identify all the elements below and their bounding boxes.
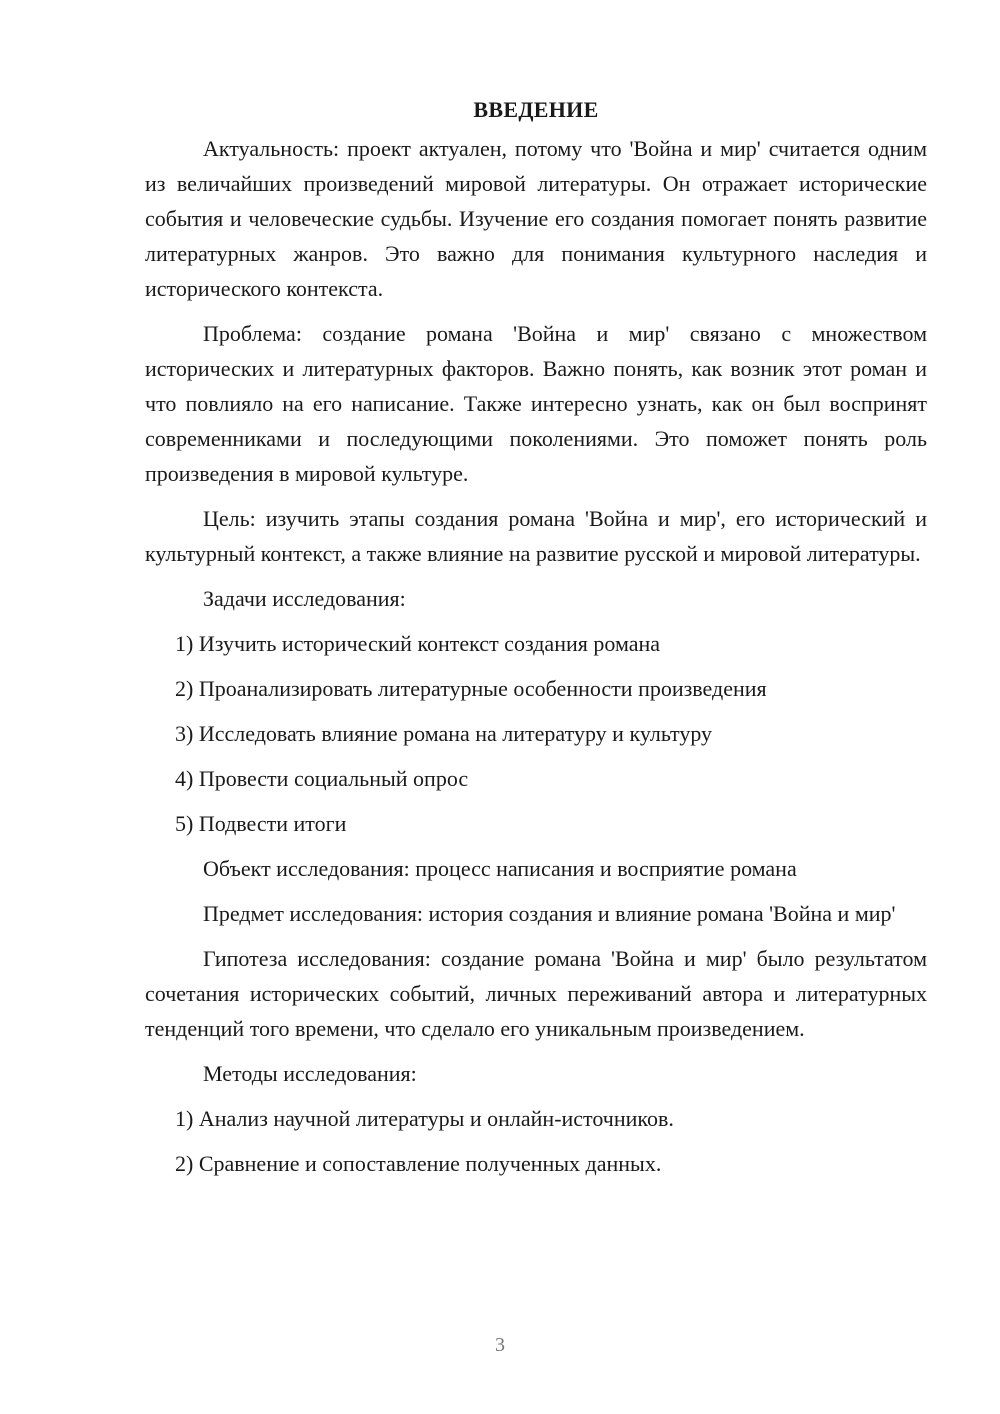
page-number: 3	[495, 1334, 505, 1356]
methods-list	[145, 1101, 927, 1181]
list-item: 5) Подвести итоги	[175, 811, 347, 836]
hypothesis-paragraph: Гипотеза исследования: создание романа 'Война и мир' было результатом сочетания исторических событий, личных переживаний автора и литературных тенденций того времени, что сделало его уникальным произведением.	[145, 946, 927, 1041]
tasks-list	[145, 626, 927, 841]
list-item: 3) Исследовать влияние романа на литературу и культуру	[175, 721, 713, 746]
list-item: 1) Изучить исторический контекст создания романа	[175, 631, 661, 656]
list-item: 4) Провести социальный опрос	[175, 766, 469, 791]
list-item: 1) Анализ научной литературы и онлайн-источников.	[175, 1106, 674, 1131]
goal-paragraph: Цель: изучить этапы создания романа 'Война и мир', его исторический и культурный контекст, а также влияние на развитие русской и мировой литературы.	[145, 506, 927, 566]
page-content	[145, 95, 927, 1191]
list-item: 2) Сравнение и сопоставление полученных данных.	[175, 1151, 662, 1176]
problem-paragraph: Проблема: создание романа 'Война и мир' связано с множеством исторических и литературных факторов. Важно понять, как возник этот роман и что повлияло на его написание. Также интересно узнать, как он был воспринят современниками и последующими поколениями. Это поможет понять роль произведения в мировой культуре.	[145, 321, 927, 486]
list-item: 2) Проанализировать литературные особенности произведения	[175, 676, 767, 701]
tasks-heading: Задачи исследования:	[203, 586, 406, 611]
methods-heading: Методы исследования:	[203, 1061, 417, 1086]
subject-paragraph: Предмет исследования: история создания и влияние романа 'Война и мир'	[203, 901, 896, 926]
object-paragraph: Объект исследования: процесс написания и восприятие романа	[203, 856, 797, 881]
section-title: ВВЕДЕНИЕ	[473, 97, 599, 122]
relevance-paragraph: Актуальность: проект актуален, потому что 'Война и мир' считается одним из величайших произведений мировой литературы. Он отражает исторические события и человеческие судьбы. Изучение его создания помогает понять развитие литературных жанров. Это важно для понимания культурного наследия и исторического контекста.	[145, 136, 927, 301]
